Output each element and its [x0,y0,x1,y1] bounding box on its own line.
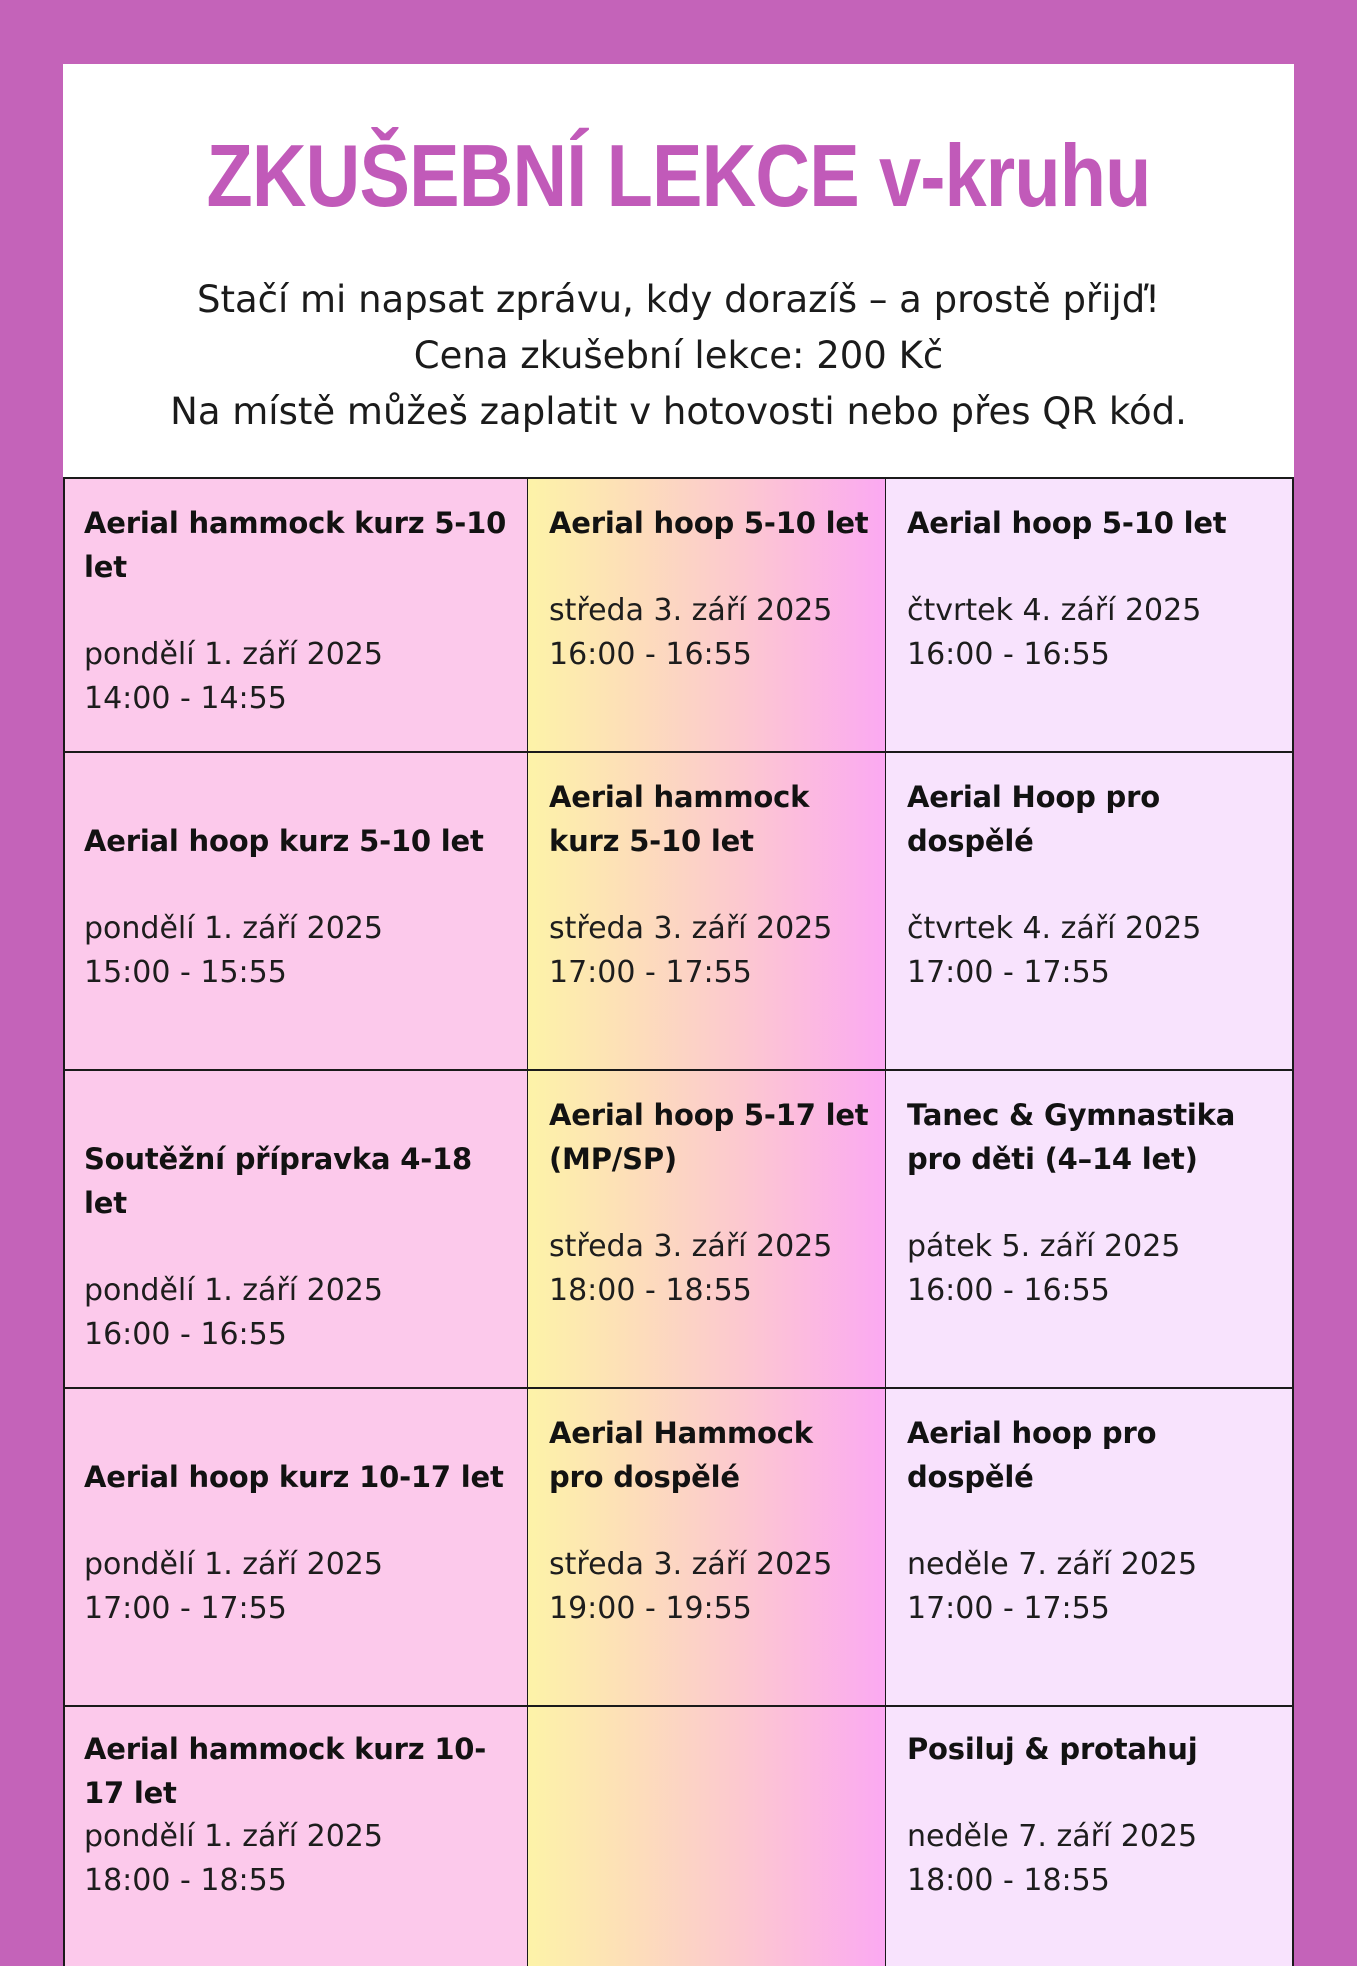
class-name: Aerial hoop kurz 10-17 let [84,1460,504,1494]
row-divider [63,751,1294,753]
class-time: 19:00 - 19:55 [549,1591,752,1626]
class-name: Posiluj & protahuj [907,1732,1198,1766]
schedule-cell [63,1455,528,1631]
class-name: Aerial Hammock pro dospělé [549,1416,813,1494]
row-divider [63,1387,1294,1389]
class-name: Soutěžní přípravka 4-18 let [84,1142,473,1220]
class-date: neděle 7. září 2025 [907,1547,1198,1582]
row-divider [63,1069,1294,1071]
schedule-cell [528,1093,886,1313]
row-divider [63,1705,1294,1707]
class-date: středa 3. září 2025 [549,1229,833,1264]
class-name: Aerial hoop 5-17 let (MP/SP) [549,1098,869,1176]
class-time: 16:00 - 16:55 [907,637,1110,672]
class-date: pondělí 1. září 2025 [84,637,383,672]
class-date: středa 3. září 2025 [549,911,833,946]
class-date: neděle 7. září 2025 [907,1819,1198,1854]
intro-line: Cena zkušební lekce: 200 Kč [413,334,944,377]
class-date: středa 3. září 2025 [549,1547,833,1582]
class-name: Aerial hoop pro dospělé [907,1416,1157,1494]
intro-line: Stačí mi napsat zprávu, kdy dorazíš – a prostě přijď! [196,278,1161,321]
class-time: 14:00 - 14:55 [84,681,287,716]
class-time: 15:00 - 15:55 [84,955,287,990]
schedule-grid [63,477,1294,1964]
class-time: 16:00 - 16:55 [907,1273,1110,1308]
schedule-cell [886,1411,1294,1631]
class-time: 16:00 - 16:55 [84,1317,287,1352]
schedule-cell [886,1727,1294,1903]
schedule-cell [886,501,1294,677]
schedule-cell [63,819,528,995]
schedule-card [63,64,1294,1964]
class-name: Aerial hoop 5-10 let [549,506,869,540]
class-time: 18:00 - 18:55 [549,1273,752,1308]
intro-text [63,272,1294,440]
class-name: Aerial hoop 5-10 let [907,506,1227,540]
class-date: pondělí 1. září 2025 [84,911,383,946]
class-name: Tanec & Gymnastika pro děti (4–14 let) [907,1098,1236,1176]
class-name: Aerial hammock kurz 10-17 let [84,1732,487,1810]
class-time: 17:00 - 17:55 [549,955,752,990]
class-time: 17:00 - 17:55 [907,1591,1110,1626]
intro-line: Na místě můžeš zaplatit v hotovosti nebo přes QR kód. [170,390,1187,433]
class-time: 17:00 - 17:55 [907,955,1110,990]
schedule-cell [63,1727,528,1903]
class-name: Aerial hammock kurz 5-10 let [84,506,507,584]
schedule-cell [886,1093,1294,1313]
schedule-cell [886,775,1294,995]
class-date: středa 3. září 2025 [549,593,833,628]
class-name: Aerial Hoop pro dospělé [907,780,1160,858]
class-date: pondělí 1. září 2025 [84,1273,383,1308]
class-time: 18:00 - 18:55 [907,1863,1110,1898]
class-date: pátek 5. září 2025 [907,1229,1181,1264]
class-time: 16:00 - 16:55 [549,637,752,672]
class-date: pondělí 1. září 2025 [84,1547,383,1582]
schedule-cell [63,501,528,721]
schedule-cell [528,501,886,677]
page-title: ZKUŠEBNÍ LEKCE v-kruhu [206,126,1151,225]
header [63,64,1294,477]
class-name: Aerial hoop kurz 5-10 let [84,824,484,858]
class-date: čtvrtek 4. září 2025 [907,593,1202,628]
schedule-cell [63,1137,528,1357]
class-date: pondělí 1. září 2025 [84,1819,383,1854]
class-time: 18:00 - 18:55 [84,1863,287,1898]
class-date: čtvrtek 4. září 2025 [907,911,1202,946]
schedule-cell [528,1411,886,1631]
schedule-cell [528,775,886,995]
class-time: 17:00 - 17:55 [84,1591,287,1626]
class-name: Aerial hammock kurz 5-10 let [549,780,810,858]
